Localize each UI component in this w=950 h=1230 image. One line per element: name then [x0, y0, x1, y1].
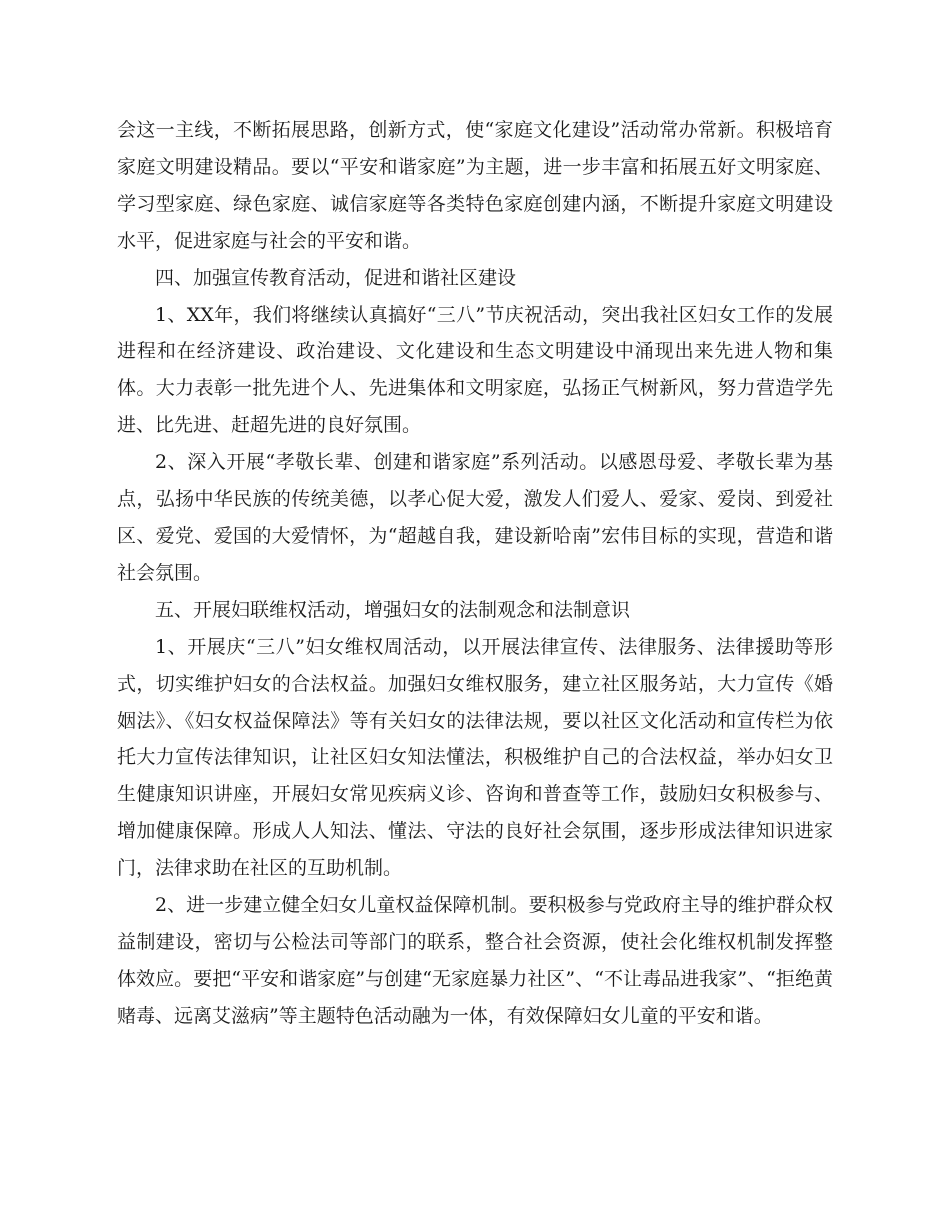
document-body: [117, 112, 833, 1035]
paragraph-womens-day-celebration: 1、XX年，我们将继续认真搞好“三八”节庆祝活动，突出我社区妇女工作的发展进程和在经济建设、政治建设、文化建设和生态文明建设中涌现出来先进人物和集体。大力表彰一批先进个人、先进集体和文明家庭，弘扬正气树新风，努力营造学先进、比先进、赶超先进的良好氛围。: [117, 303, 833, 437]
section-heading-rights-protection: 五、开展妇联维权活动，增强妇女的法制观念和法制意识: [155, 598, 631, 621]
paragraph-respect-elders-campaign: 2、深入开展“孝敬长辈、创建和谐家庭”系列活动。以感恩母爱、孝敬长辈为基点，弘扬中华民族的传统美德，以孝心促大爱，激发人们爱人、爱家、爱岗、到爱社区、爱党、爱国的大爱情怀，为“超越自我，建设新哈南”宏伟目标的实现，营造和谐社会氛围。: [117, 451, 833, 584]
paragraph-family-culture: 会这一主线，不断拓展思路，创新方式，使“家庭文化建设”活动常办常新。积极培育家庭文明建设精品。要以“平安和谐家庭”为主题，进一步丰富和拓展五好文明家庭、学习型家庭、绿色家庭、诚信家庭等各类特色家庭创建内涵，不断提升家庭文明建设水平，促进家庭与社会的平安和谐。: [117, 119, 833, 252]
paragraph-rights-week: 1、开展庆“三八”妇女维权周活动，以开展法律宣传、法律服务、法律援助等形式，切实维护妇女的合法权益。加强妇女维权服务，建立社区服务站，大力宣传《婚姻法》、《妇女权益保障法》等有关妇女的法律法规，要以社区文化活动和宣传栏为依托大力宣传法律知识，让社区妇女知法懂法，积极维护自己的合法权益，举办妇女卫生健康知识讲座，开展妇女常见疾病义诊、咨询和普查等工作，鼓励妇女积极参与、增加健康保障。形成人人知法、懂法、守法的良好社会氛围，逐步形成法律知识进家门，法律求助在社区的互助机制。: [117, 635, 833, 880]
section-heading-publicity-education: 四、加强宣传教育活动，促进和谐社区建设: [155, 266, 517, 289]
paragraph-protection-mechanism: 2、进一步建立健全妇女儿童权益保障机制。要积极参与党政府主导的维护群众权益制建设，密切与公检法司等部门的联系，整合社会资源，使社会化维权机制发挥整体效应。要把“平安和谐家庭”与创建“无家庭暴力社区”、“不让毒品进我家”、“拒绝黄赌毒、远离艾滋病”等主题特色活动融为一体，有效保障妇女儿童的平安和谐。: [117, 894, 833, 1027]
